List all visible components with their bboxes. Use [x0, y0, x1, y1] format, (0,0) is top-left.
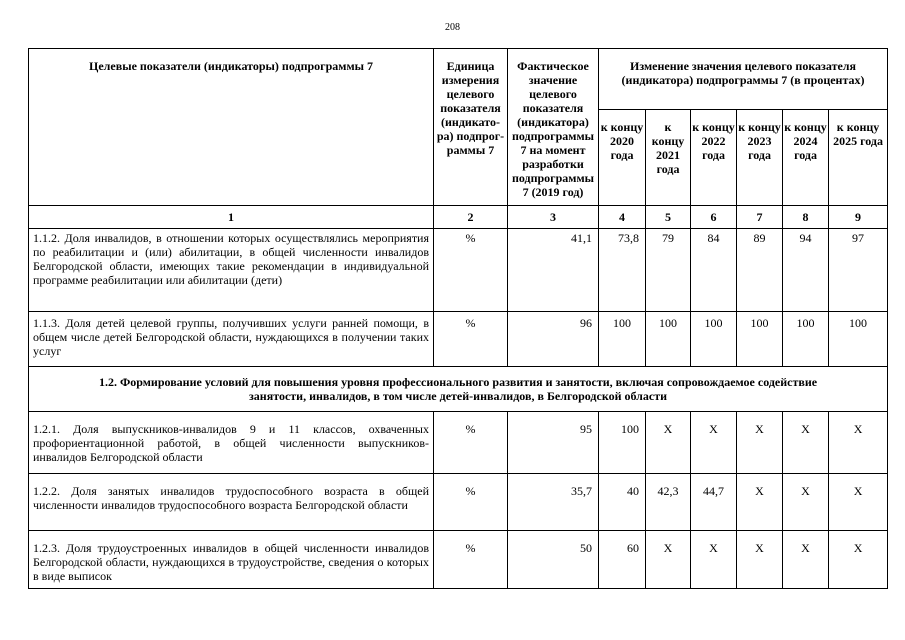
value-cell: 73,8: [599, 229, 646, 312]
value-cell: 84: [691, 229, 737, 312]
value-cell: 40: [599, 474, 646, 531]
column-number: 8: [783, 206, 829, 229]
unit-cell: %: [434, 474, 508, 531]
value-cell: X: [737, 531, 783, 589]
indicator-text: 1.1.3. Доля детей целевой группы, получивших услуги ранней помощи, в общем числе детей Белгородской области, нуждающихся в получении таких услуг: [29, 312, 434, 367]
header-year: к концу 2025 года: [829, 110, 888, 206]
value-cell: X: [829, 412, 888, 474]
table-row: [29, 531, 888, 589]
value-cell: 89: [737, 229, 783, 312]
column-number: 6: [691, 206, 737, 229]
section-row: [29, 367, 888, 412]
header-actual-value: Фактическое значение целевого показателя (индикатора) подпрограммы 7 на момент разработки подпрограммы 7 (2019 год): [508, 49, 599, 206]
column-number: 3: [508, 206, 599, 229]
unit-cell: %: [434, 312, 508, 367]
value-cell: X: [829, 531, 888, 589]
value-cell: X: [783, 412, 829, 474]
header-year: к концу 2020 года: [599, 110, 646, 206]
value-cell: 97: [829, 229, 888, 312]
header-year: к концу 2022 года: [691, 110, 737, 206]
value-cell: X: [646, 531, 691, 589]
column-number: 5: [646, 206, 691, 229]
header-year: к концу 2023 года: [737, 110, 783, 206]
actual-value-cell: 41,1: [508, 229, 599, 312]
unit-cell: %: [434, 531, 508, 589]
table-row: [29, 229, 888, 312]
page-number: 208: [445, 22, 460, 33]
value-cell: 100: [599, 412, 646, 474]
value-cell: 100: [646, 312, 691, 367]
value-cell: 44,7: [691, 474, 737, 531]
value-cell: 42,3: [646, 474, 691, 531]
column-numbers-row: [29, 206, 888, 229]
indicator-text: 1.2.3. Доля трудоустроенных инвалидов в общей численности инвалидов Белгородской области, нуждающихся в трудоустройстве, сведения о которых в виде выписок: [29, 531, 434, 589]
value-cell: 100: [599, 312, 646, 367]
actual-value-cell: 50: [508, 531, 599, 589]
indicator-text: 1.1.2. Доля инвалидов, в отношении которых осуществлялись мероприятия по реабилитации и (или) абилитации, в общей численности инвалидов Белгородской области, имеющих такие рекомендации в индивидуальной программе реабилитации или абилитации (дети): [29, 229, 434, 312]
section-heading: 1.2. Формирование условий для повышения уровня профессионального развития и занятости, включая сопровождаемое содействие занятости, инвалидов, в том числе детей-инвалидов, в Белгородской области: [29, 367, 888, 412]
column-number: 7: [737, 206, 783, 229]
value-cell: X: [783, 474, 829, 531]
unit-cell: %: [434, 412, 508, 474]
header-change: Изменение значения целевого показателя (индикатора) подпрограммы 7 (в процентах): [599, 49, 888, 110]
column-number: 9: [829, 206, 888, 229]
table-row: [29, 474, 888, 531]
unit-cell: %: [434, 229, 508, 312]
value-cell: 100: [737, 312, 783, 367]
value-cell: 100: [829, 312, 888, 367]
value-cell: 79: [646, 229, 691, 312]
indicators-table: [28, 48, 888, 589]
actual-value-cell: 96: [508, 312, 599, 367]
column-number: 4: [599, 206, 646, 229]
value-cell: X: [783, 531, 829, 589]
value-cell: 60: [599, 531, 646, 589]
actual-value-cell: 95: [508, 412, 599, 474]
value-cell: X: [737, 412, 783, 474]
value-cell: X: [691, 412, 737, 474]
actual-value-cell: 35,7: [508, 474, 599, 531]
value-cell: X: [829, 474, 888, 531]
value-cell: X: [737, 474, 783, 531]
indicator-text: 1.2.1. Доля выпускников-инвалидов 9 и 11 классов, охваченных профориентационной работой, в общей численности выпускников-инвалидов Белгородской области: [29, 412, 434, 474]
column-number: 1: [29, 206, 434, 229]
value-cell: X: [646, 412, 691, 474]
table-row: [29, 412, 888, 474]
table-row: [29, 312, 888, 367]
value-cell: 100: [691, 312, 737, 367]
value-cell: 100: [783, 312, 829, 367]
header-indicators: Целевые показатели (индикаторы) подпрограммы 7: [29, 49, 434, 206]
header-year: к концу 2024 года: [783, 110, 829, 206]
column-number: 2: [434, 206, 508, 229]
header-year: к концу 2021 года: [646, 110, 691, 206]
value-cell: X: [691, 531, 737, 589]
header-unit: Единица измерения целевого показателя (индикато- ра) подпрог- раммы 7: [434, 49, 508, 206]
value-cell: 94: [783, 229, 829, 312]
indicator-text: 1.2.2. Доля занятых инвалидов трудоспособного возраста в общей численности инвалидов трудоспособного возраста Белгородской области: [29, 474, 434, 531]
